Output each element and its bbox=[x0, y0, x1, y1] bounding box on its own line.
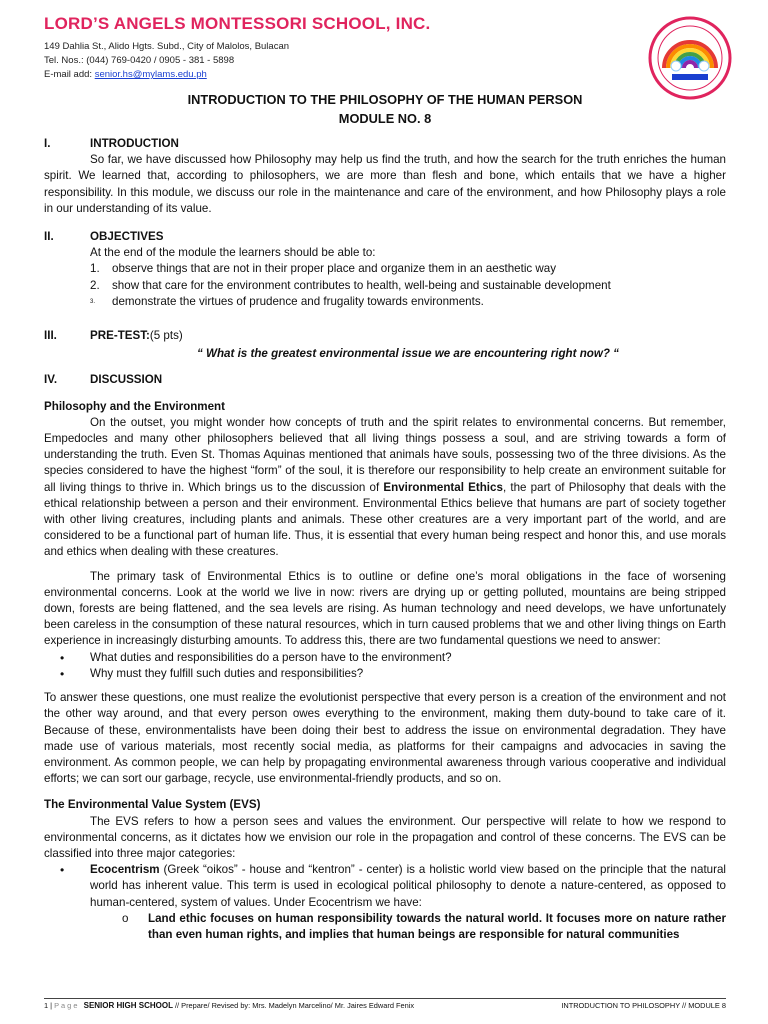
letterhead bbox=[44, 14, 604, 82]
section-number: III. bbox=[44, 329, 57, 343]
school-address: 149 Dahlia St., Alido Hgts. Subd., City of Malolos, Bulacan bbox=[44, 41, 290, 52]
school-email-line bbox=[44, 68, 604, 82]
discussion-paragraph-4: The EVS refers to how a person sees and values the environment. Our perspective will relate to how we respond to environmental concerns, as it dictates how we envision our role in the propagation and control of these concerns. The EVS can be classified into three major categories: bbox=[44, 814, 726, 860]
section-introduction-heading bbox=[44, 136, 726, 152]
module-content bbox=[44, 90, 726, 943]
pretest-question: “ What is the greatest environmental issue we are encountering right now? “ bbox=[197, 347, 619, 361]
section-objectives-heading bbox=[44, 229, 726, 245]
module-number: MODULE NO. 8 bbox=[338, 111, 432, 126]
list-item: • Why must they fulfill such duties and responsibilities? bbox=[60, 666, 364, 681]
section-pretest-heading bbox=[44, 328, 726, 344]
bullet-icon: • bbox=[60, 666, 65, 681]
discussion-paragraph-1: On the outset, you might wonder how concepts of truth and the spirit relates to environmental concerns. But remember, Empedocles and many other philosophers believed that all living things possess a soul, and are striving towards a form of understanding the truth. Even St. Thomas Aquinas mentioned that animals have souls, possessing two of the three divisions. As the species considered to have the highest “form” of the soul, it is therefore our responsibility to help create an environment suitable for all living things to thrive in. Which brings us to the discussion of Environmental Ethics, the part of Philosophy that deals with the ethical relationship between a person and their environment. Environmental Ethics believe that humans are part of society together with other living creatures, including plants and animals. These other creatures are a very important part of the world, and are considered to be a functional part of human life. Thus, it is essential that every human being respect and honor this, and use morals and ethics when dealing with these creatures. bbox=[44, 415, 727, 559]
list-item: 1. observe things that are not in their proper place and organize them in an aesthetic way bbox=[90, 262, 557, 276]
list-item: 3. demonstrate the virtues of prudence and frugality towards environments. bbox=[90, 294, 484, 308]
pretest-points: (5 pts) bbox=[149, 329, 183, 343]
email-link[interactable]: senior.hs@mylams.edu.ph bbox=[94, 69, 207, 80]
page-number: 1 | bbox=[44, 1001, 53, 1010]
footer-left: 1 | P a g e SENIOR HIGH SCHOOL // Prepare/ Revised by: Mrs. Madelyn Marcelino/ Mr. Jaires Edward Fenix bbox=[44, 1001, 415, 1010]
term-environmental-ethics: Environmental Ethics bbox=[383, 480, 503, 494]
footer-credits: // Prepare/ Revised by: Mrs. Madelyn Marcelino/ Mr. Jaires Edward Fenix bbox=[172, 1001, 415, 1010]
school-seal-logo bbox=[648, 16, 732, 100]
footer-shs: SENIOR HIGH SCHOOL bbox=[83, 1001, 173, 1010]
introduction-paragraph: So far, we have discussed how Philosophy may help us find the truth, and how the search for the truth enriches the human spirit. We learned that, according to philosophers, we are more than flesh and bone, which entails that we have a higher responsibility. In this module, we discuss our role in the maintenance and care of the environment, and how Philosophy plays a role in our understanding of its value. bbox=[44, 153, 726, 215]
objectives-lead: At the end of the module the learners should be able to: bbox=[90, 246, 376, 260]
evs-categories-list bbox=[44, 862, 726, 911]
section-number: II. bbox=[44, 230, 54, 244]
discussion-paragraph-3: To answer these questions, one must realize the evolutionist perspective that every person is a creation of the environment and not the other way around, and that every person owes everything to the environment, making them duty-bound to take care of it. Because of these, environmentalists have been doing their best to address the issue on environmental degradation. They have made use of various materials, most recently social media, as platforms for their campaigns and advocacies in saving the environment. As common people, we can help by propagating environmental awareness through various cooperative and individual efforts; we can sort our garbage, recycle, use environmental-friendly products, and so on. bbox=[44, 691, 726, 786]
bullet-icon: • bbox=[60, 650, 65, 665]
section-title: OBJECTIVES bbox=[90, 230, 164, 244]
section-title: PRE-TEST: bbox=[90, 329, 150, 343]
section-title: DISCUSSION bbox=[90, 373, 163, 387]
footer-module: INTRODUCTION TO PHILOSOPHY // MODULE 8 bbox=[561, 1001, 726, 1010]
list-item: o Land ethic focuses on human responsibility towards the natural world. It focuses more on nature rather than even human rights, and implies that human beings are responsible for natural communities bbox=[122, 911, 726, 943]
discussion-paragraph-2: The primary task of Environmental Ethics is to outline or define one’s moral obligations in the face of worsening environmental concerns. Look at the world we live in now: rivers are drying up or getting polluted, mountains are being stripped down, forests are being flattened, and the sea levels are rising. As human technology and need develops, we have unfortunately been careless in the consumption of these natural resources, which in turn caused problems that we and other living things on Earth experience in increasingly disturbing amounts. To address this, there are two fundamental questions we need to answer: bbox=[44, 569, 726, 648]
school-name: LORD’S ANGELS MONTESSORI SCHOOL, INC. bbox=[44, 14, 431, 33]
bullet-icon: • bbox=[60, 863, 65, 878]
subheading-philosophy-environment: Philosophy and the Environment bbox=[44, 399, 226, 413]
ecocentrism-sublist bbox=[44, 911, 726, 943]
circle-bullet-icon: o bbox=[122, 911, 129, 925]
section-number: IV. bbox=[44, 373, 58, 387]
section-number: I. bbox=[44, 137, 51, 150]
subheading-evs: The Environmental Value System (EVS) bbox=[44, 798, 261, 812]
questions-list bbox=[44, 650, 726, 682]
list-item: 2. show that care for the environment contributes to health, well-being and sustainable development bbox=[90, 278, 611, 292]
term-ecocentrism: Ecocentrism bbox=[90, 863, 160, 877]
objectives-list bbox=[44, 261, 726, 310]
list-item: • Ecocentrism (Greek “oikos” - house and “kentron” - center) is a holistic world view based on the principle that the natural world has inherent value. This term is used in ecological political philosophy to denote a nature-centered, as opposed to human-centered, system of values. Under Ecocentrism we have: bbox=[60, 862, 726, 911]
page-footer bbox=[44, 998, 726, 1010]
school-telephone: Tel. Nos.: (044) 769-0420 / 0905 - 381 - 5898 bbox=[44, 55, 235, 66]
email-label: E-mail add: bbox=[44, 69, 95, 80]
section-discussion-heading bbox=[44, 372, 726, 388]
module-title: INTRODUCTION TO THE PHILOSOPHY OF THE HUMAN PERSON bbox=[187, 92, 583, 107]
list-item: • What duties and responsibilities do a person have to the environment? bbox=[60, 650, 452, 665]
section-title: INTRODUCTION bbox=[90, 137, 179, 150]
